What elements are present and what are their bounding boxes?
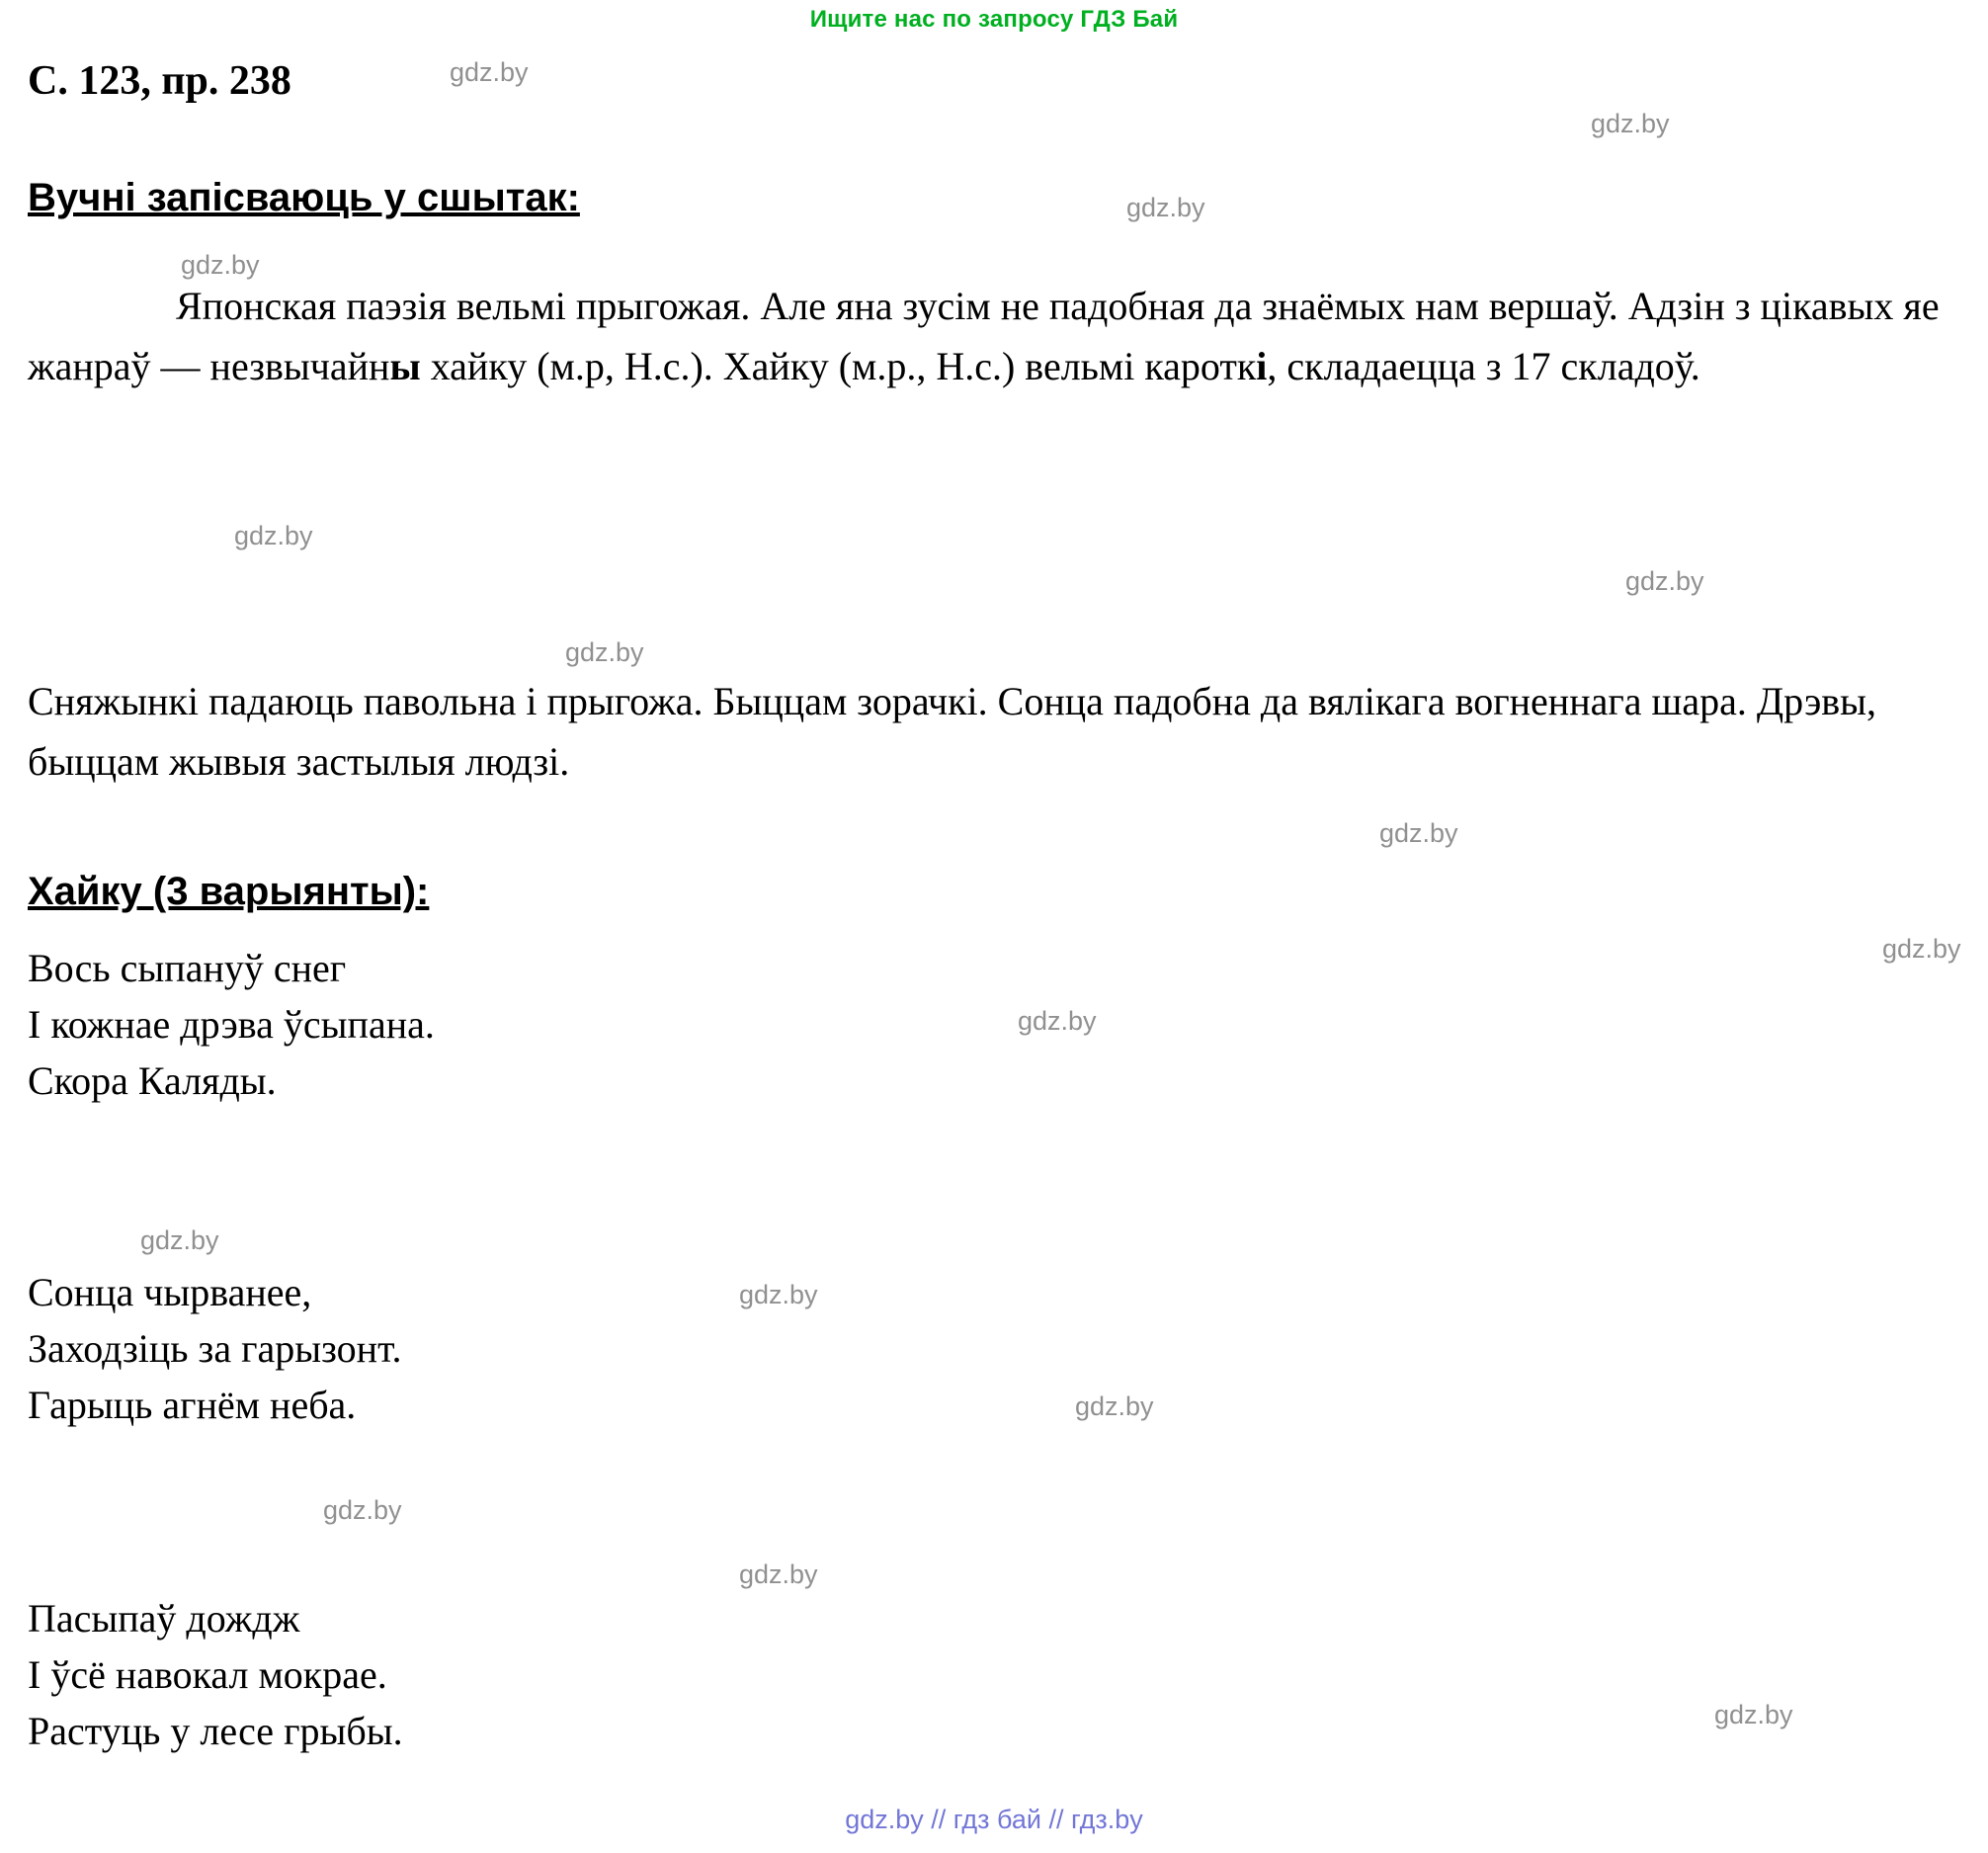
paragraph-one-part-c: , складаецца з 17 складоў. (1267, 343, 1700, 388)
haiku-3-line-2: І ўсё навокал мокрае. (28, 1651, 387, 1697)
watermark: gdz.by (1714, 1700, 1793, 1729)
paragraph-two: Сняжынкі падаюць павольна і прыгожа. Быццам зорачкі. Сонца падобна да вялікага вогненнага шара. Дрэвы, быццам жывыя застылыя людзі. (28, 679, 1877, 784)
haiku-heading: Хайку (3 варыянты): (28, 870, 430, 913)
watermark: gdz.by (565, 637, 644, 667)
haiku-variant-2 (28, 1265, 402, 1433)
haiku-variant-3 (28, 1591, 403, 1759)
watermark: gdz.by (739, 1280, 818, 1309)
haiku-3-line-3: Растуць у лесе грыбы. (28, 1708, 403, 1753)
paragraph-one-bold-ending-2: і (1256, 343, 1268, 388)
section-heading: Вучні запісваюць у сшытак: (28, 176, 580, 219)
watermark: gdz.by (140, 1225, 219, 1255)
watermark: gdz.by (181, 250, 260, 280)
watermark: gdz.by (1126, 193, 1205, 222)
haiku-1-line-2: І кожнае дрэва ўсыпана. (28, 1001, 435, 1047)
haiku-1-line-1: Вось сыпануў снег (28, 946, 347, 990)
haiku-2-line-3: Гарыць агнём неба. (28, 1382, 357, 1427)
exercise-reference: С. 123, пр. 238 (28, 58, 291, 104)
watermark: gdz.by (1379, 818, 1458, 848)
footer-watermark: gdz.by // гдз бай // гдз.by (845, 1805, 1143, 1834)
watermark: gdz.by (1625, 566, 1704, 596)
watermark: gdz.by (1882, 934, 1961, 964)
watermark: gdz.by (1018, 1006, 1097, 1036)
watermark: gdz.by (739, 1559, 818, 1589)
paragraph-one-bold-ending-1: ы (389, 343, 421, 388)
haiku-3-line-1: Пасыпаў дождж (28, 1596, 300, 1641)
paragraph-one-part-a: Японская паэзія вельмі прыгожая. Але яна зусім не падобная да знаёмых нам вершаў. Адзін з цікавых яе жанраў — незвычайн (28, 284, 1940, 388)
paragraph-one-part-b: хайку (м.р, Н.с.). Хайку (м.р., Н.с.) вельмі каротк (420, 343, 1257, 388)
haiku-2-line-2: Заходзіць за гарызонт. (28, 1325, 402, 1371)
watermark: gdz.by (234, 521, 313, 550)
haiku-1-line-3: Скора Каляды. (28, 1057, 277, 1103)
paragraph-one (28, 277, 1945, 397)
haiku-2-line-1: Сонца чырванее, (28, 1270, 312, 1314)
watermark: gdz.by (323, 1495, 402, 1525)
watermark: gdz.by (1591, 109, 1670, 138)
promo-banner: Ищите нас по запросу ГДЗ Бай (809, 6, 1179, 33)
watermark: gdz.by (450, 57, 529, 87)
haiku-variant-1 (28, 941, 435, 1109)
watermark: gdz.by (1075, 1391, 1154, 1421)
